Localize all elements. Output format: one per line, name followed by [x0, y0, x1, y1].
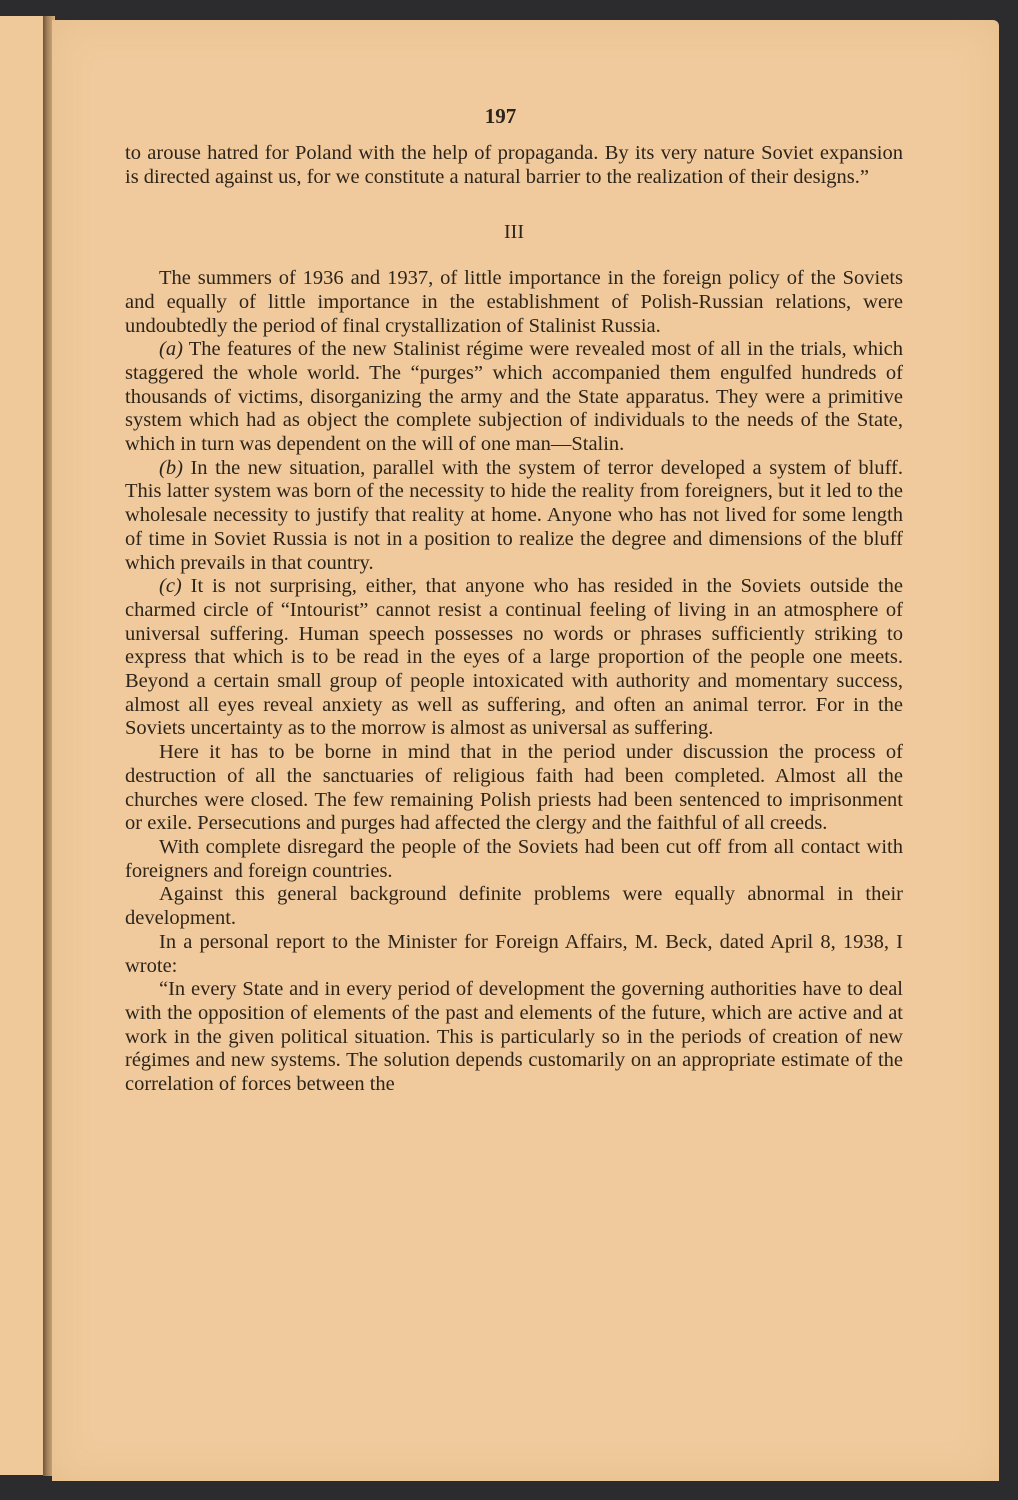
- paragraph-continuation: [125, 142, 903, 189]
- quoted-paragraph: [125, 978, 903, 1097]
- paragraph: [125, 883, 903, 930]
- paragraph-label: (b): [159, 456, 183, 479]
- page-number: 197: [484, 104, 517, 128]
- section-heading: III: [504, 221, 524, 244]
- paragraph-b: [125, 457, 903, 576]
- paragraph: [125, 267, 903, 338]
- page-body: [125, 142, 903, 1097]
- paragraph-label: (a): [159, 338, 183, 361]
- paragraph: [125, 836, 903, 883]
- paragraph-text: In the new situation, parallel with the system of terror developed a system of bluff. This latter system was born of the necessity to hide the reality from foreigners, but it led to the wholesale necessity to justify that reality at home. Anyone who has not lived for some length of time in Soviet Russia is not in a position to realize the degree and dimensions of the bluff which prevails in that country.: [125, 456, 903, 574]
- book-page: [52, 20, 999, 1481]
- paragraph-label: (c): [159, 575, 182, 598]
- paragraph-text: to arouse hatred for Poland with the help of propaganda. By its very nature Soviet expansion is directed against us, for we constitute a natural barrier to the realization of their designs.”: [125, 142, 903, 188]
- paragraph-a: [125, 338, 903, 457]
- paragraph-text: Against this general background definite problems were equally abnormal in their development.: [125, 883, 903, 930]
- paragraph-text: In a personal report to the Minister for Foreign Affairs, M. Beck, dated April 8, 1938, I wrote:: [125, 930, 903, 977]
- paragraph-c: [125, 575, 903, 741]
- paragraph: [125, 741, 903, 836]
- previous-page-edge: [0, 16, 45, 1475]
- paragraph-text: It is not surprising, either, that anyone who has resided in the Soviets outside the charmed circle of “Intourist” cannot resist a continual feeling of living in an atmosphere of universal suffering. Human speech possesses no words or phrases sufficiently striking to express that which is to be read in the eyes of a large proportion of the people one meets. Beyond a certain small group of people intoxicated with authority and momentary success, almost all eyes reveal anxiety as well as suffering, and often an animal terror. For in the Soviets uncertainty as to the morrow is almost as universal as suffering.: [125, 575, 903, 740]
- paragraph-text: Here it has to be borne in mind that in the period under discussion the process of destruction of all the sanctuaries of religious faith had been completed. Almost all the churches were closed. The few remaining Polish priests had been sentenced to imprisonment or exile. Persecutions and purges had affected the clergy and the faithful of all creeds.: [125, 741, 903, 835]
- paragraph-text: The summers of 1936 and 1937, of little importance in the foreign policy of the Soviets and equally of little importance in the establishment of Polish-Russian relations, were undoubtedly the period of final crystallization of Stalinist Russia.: [125, 267, 903, 337]
- paragraph-text: “In every State and in every period of development the governing authorities have to deal with the opposition of elements of the past and elements of the future, which are active and at work in the given political situation. This is particularly so in the periods of creation of new régimes and new systems. The solution depends customarily on an appropriate estimate of the correlation of forces between the: [125, 978, 903, 1096]
- paragraph-text: The features of the new Stalinist régime were revealed most of all in the trials, which staggered the whole world. The “purges” which accompanied them engulfed hundreds of thousands of victims, disorganizing the army and the State apparatus. They were a primitive system which had as object the complete subjection of individuals to the needs of the State, which in turn was dependent on the will of one man—Stalin.: [125, 338, 903, 456]
- paragraph-text: With complete disregard the people of the Soviets had been cut off from all contact with foreigners and foreign countries.: [125, 835, 903, 882]
- paragraph: [125, 931, 903, 978]
